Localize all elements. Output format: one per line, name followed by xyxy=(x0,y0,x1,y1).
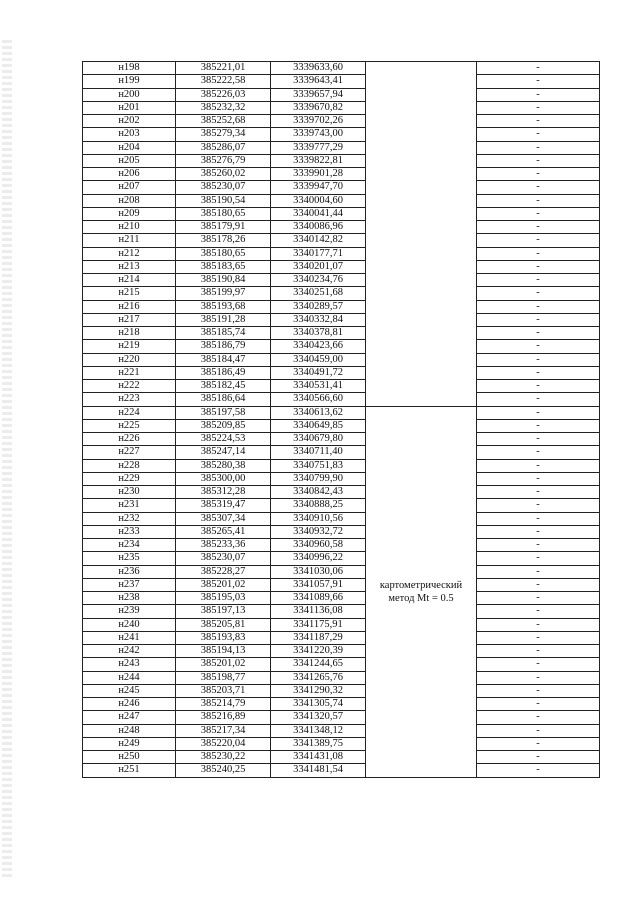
x-coordinate-cell: 385216,89 xyxy=(176,711,271,724)
table-row xyxy=(83,459,600,472)
accuracy-cell: - xyxy=(477,380,600,393)
table-row xyxy=(83,751,600,764)
accuracy-cell: - xyxy=(477,300,600,313)
y-coordinate-cell: 3340491,72 xyxy=(271,366,366,379)
table-row xyxy=(83,287,600,300)
y-coordinate-cell: 3340531,41 xyxy=(271,380,366,393)
scan-edge-stamp xyxy=(2,40,12,880)
y-coordinate-cell: 3341305,74 xyxy=(271,698,366,711)
y-coordinate-cell: 3339657,94 xyxy=(271,88,366,101)
table-row xyxy=(83,419,600,432)
point-id-cell: н213 xyxy=(83,260,176,273)
point-id-cell: н241 xyxy=(83,631,176,644)
y-coordinate-cell: 3340751,83 xyxy=(271,459,366,472)
table-row xyxy=(83,168,600,181)
accuracy-cell: - xyxy=(477,658,600,671)
accuracy-cell: - xyxy=(477,737,600,750)
x-coordinate-cell: 385230,22 xyxy=(176,751,271,764)
point-id-cell: н206 xyxy=(83,168,176,181)
table-row xyxy=(83,486,600,499)
table-row xyxy=(83,380,600,393)
point-id-cell: н207 xyxy=(83,181,176,194)
table-row xyxy=(83,366,600,379)
table-row xyxy=(83,698,600,711)
x-coordinate-cell: 385197,13 xyxy=(176,605,271,618)
table-row xyxy=(83,141,600,154)
y-coordinate-cell: 3340004,60 xyxy=(271,194,366,207)
point-id-cell: н233 xyxy=(83,525,176,538)
table-row xyxy=(83,539,600,552)
table-row xyxy=(83,221,600,234)
table-row xyxy=(83,128,600,141)
accuracy-cell: - xyxy=(477,234,600,247)
y-coordinate-cell: 3339670,82 xyxy=(271,101,366,114)
x-coordinate-cell: 385186,49 xyxy=(176,366,271,379)
x-coordinate-cell: 385312,28 xyxy=(176,486,271,499)
table-row xyxy=(83,300,600,313)
y-coordinate-cell: 3341220,39 xyxy=(271,645,366,658)
accuracy-cell: - xyxy=(477,578,600,591)
table-row xyxy=(83,658,600,671)
point-id-cell: н220 xyxy=(83,353,176,366)
table-row xyxy=(83,671,600,684)
y-coordinate-cell: 3339743,00 xyxy=(271,128,366,141)
y-coordinate-cell: 3340910,56 xyxy=(271,512,366,525)
point-id-cell: н201 xyxy=(83,101,176,114)
table-row xyxy=(83,446,600,459)
accuracy-cell: - xyxy=(477,393,600,406)
point-id-cell: н214 xyxy=(83,274,176,287)
table-row xyxy=(83,645,600,658)
x-coordinate-cell: 385230,07 xyxy=(176,552,271,565)
table-row xyxy=(83,406,600,419)
y-coordinate-cell: 3340459,00 xyxy=(271,353,366,366)
table-row xyxy=(83,433,600,446)
x-coordinate-cell: 385307,34 xyxy=(176,512,271,525)
table-row xyxy=(83,181,600,194)
accuracy-cell: - xyxy=(477,605,600,618)
point-id-cell: н240 xyxy=(83,618,176,631)
accuracy-cell: - xyxy=(477,751,600,764)
point-id-cell: н224 xyxy=(83,406,176,419)
point-id-cell: н229 xyxy=(83,472,176,485)
y-coordinate-cell: 3341187,29 xyxy=(271,631,366,644)
method-cell: картометрический метод Mt = 0.5 xyxy=(366,406,477,777)
accuracy-cell: - xyxy=(477,724,600,737)
x-coordinate-cell: 385201,02 xyxy=(176,658,271,671)
x-coordinate-cell: 385280,38 xyxy=(176,459,271,472)
table-row xyxy=(83,274,600,287)
accuracy-cell: - xyxy=(477,313,600,326)
accuracy-cell: - xyxy=(477,128,600,141)
point-id-cell: н223 xyxy=(83,393,176,406)
table-row xyxy=(83,592,600,605)
y-coordinate-cell: 3340201,07 xyxy=(271,260,366,273)
table-row xyxy=(83,631,600,644)
y-coordinate-cell: 3341175,91 xyxy=(271,618,366,631)
point-id-cell: н203 xyxy=(83,128,176,141)
point-id-cell: н248 xyxy=(83,724,176,737)
accuracy-cell: - xyxy=(477,446,600,459)
table-row xyxy=(83,75,600,88)
x-coordinate-cell: 385300,00 xyxy=(176,472,271,485)
x-coordinate-cell: 385178,26 xyxy=(176,234,271,247)
point-id-cell: н239 xyxy=(83,605,176,618)
point-id-cell: н198 xyxy=(83,62,176,75)
point-id-cell: н199 xyxy=(83,75,176,88)
point-id-cell: н225 xyxy=(83,419,176,432)
accuracy-cell: - xyxy=(477,406,600,419)
point-id-cell: н243 xyxy=(83,658,176,671)
accuracy-cell: - xyxy=(477,539,600,552)
point-id-cell: н211 xyxy=(83,234,176,247)
table-row xyxy=(83,313,600,326)
point-id-cell: н230 xyxy=(83,486,176,499)
accuracy-cell: - xyxy=(477,75,600,88)
x-coordinate-cell: 385197,58 xyxy=(176,406,271,419)
x-coordinate-cell: 385179,91 xyxy=(176,221,271,234)
point-id-cell: н216 xyxy=(83,300,176,313)
table-row xyxy=(83,340,600,353)
y-coordinate-cell: 3339947,70 xyxy=(271,181,366,194)
table-row xyxy=(83,499,600,512)
table-row xyxy=(83,154,600,167)
point-id-cell: н217 xyxy=(83,313,176,326)
x-coordinate-cell: 385191,28 xyxy=(176,313,271,326)
point-id-cell: н227 xyxy=(83,446,176,459)
point-id-cell: н237 xyxy=(83,578,176,591)
accuracy-cell: - xyxy=(477,711,600,724)
accuracy-cell: - xyxy=(477,181,600,194)
y-coordinate-cell: 3339643,41 xyxy=(271,75,366,88)
point-id-cell: н218 xyxy=(83,327,176,340)
point-id-cell: н234 xyxy=(83,539,176,552)
x-coordinate-cell: 385193,68 xyxy=(176,300,271,313)
x-coordinate-cell: 385201,02 xyxy=(176,578,271,591)
point-id-cell: н210 xyxy=(83,221,176,234)
y-coordinate-cell: 3340711,40 xyxy=(271,446,366,459)
y-coordinate-cell: 3340086,96 xyxy=(271,221,366,234)
table-row xyxy=(83,737,600,750)
table-row xyxy=(83,115,600,128)
y-coordinate-cell: 3341320,57 xyxy=(271,711,366,724)
x-coordinate-cell: 385193,83 xyxy=(176,631,271,644)
accuracy-cell: - xyxy=(477,618,600,631)
x-coordinate-cell: 385221,01 xyxy=(176,62,271,75)
table-row xyxy=(83,260,600,273)
y-coordinate-cell: 3339901,28 xyxy=(271,168,366,181)
accuracy-cell: - xyxy=(477,154,600,167)
y-coordinate-cell: 3340251,68 xyxy=(271,287,366,300)
table-row xyxy=(83,472,600,485)
x-coordinate-cell: 385286,07 xyxy=(176,141,271,154)
y-coordinate-cell: 3339633,60 xyxy=(271,62,366,75)
x-coordinate-cell: 385260,02 xyxy=(176,168,271,181)
table-row xyxy=(83,684,600,697)
y-coordinate-cell: 3341389,75 xyxy=(271,737,366,750)
accuracy-cell: - xyxy=(477,512,600,525)
accuracy-cell: - xyxy=(477,274,600,287)
x-coordinate-cell: 385180,65 xyxy=(176,207,271,220)
accuracy-cell: - xyxy=(477,247,600,260)
x-coordinate-cell: 385233,36 xyxy=(176,539,271,552)
point-id-cell: н200 xyxy=(83,88,176,101)
point-id-cell: н235 xyxy=(83,552,176,565)
accuracy-cell: - xyxy=(477,671,600,684)
table-row xyxy=(83,62,600,75)
accuracy-cell: - xyxy=(477,168,600,181)
accuracy-cell: - xyxy=(477,499,600,512)
x-coordinate-cell: 385186,64 xyxy=(176,393,271,406)
y-coordinate-cell: 3341265,76 xyxy=(271,671,366,684)
point-id-cell: н204 xyxy=(83,141,176,154)
x-coordinate-cell: 385222,58 xyxy=(176,75,271,88)
x-coordinate-cell: 385230,07 xyxy=(176,181,271,194)
accuracy-cell: - xyxy=(477,552,600,565)
y-coordinate-cell: 3340177,71 xyxy=(271,247,366,260)
y-coordinate-cell: 3340041,44 xyxy=(271,207,366,220)
y-coordinate-cell: 3340888,25 xyxy=(271,499,366,512)
method-cell-upper xyxy=(366,62,477,407)
accuracy-cell: - xyxy=(477,287,600,300)
coordinates-sheet xyxy=(82,61,600,778)
table-row xyxy=(83,724,600,737)
table-row xyxy=(83,207,600,220)
point-id-cell: н215 xyxy=(83,287,176,300)
x-coordinate-cell: 385185,74 xyxy=(176,327,271,340)
accuracy-cell: - xyxy=(477,459,600,472)
table-row xyxy=(83,512,600,525)
y-coordinate-cell: 3341481,54 xyxy=(271,764,366,777)
y-coordinate-cell: 3340613,62 xyxy=(271,406,366,419)
x-coordinate-cell: 385186,79 xyxy=(176,340,271,353)
point-id-cell: н232 xyxy=(83,512,176,525)
x-coordinate-cell: 385203,71 xyxy=(176,684,271,697)
y-coordinate-cell: 3340142,82 xyxy=(271,234,366,247)
x-coordinate-cell: 385217,34 xyxy=(176,724,271,737)
table-row xyxy=(83,353,600,366)
point-id-cell: н247 xyxy=(83,711,176,724)
accuracy-cell: - xyxy=(477,221,600,234)
y-coordinate-cell: 3341348,12 xyxy=(271,724,366,737)
y-coordinate-cell: 3341057,91 xyxy=(271,578,366,591)
y-coordinate-cell: 3339822,81 xyxy=(271,154,366,167)
y-coordinate-cell: 3340842,43 xyxy=(271,486,366,499)
x-coordinate-cell: 385226,03 xyxy=(176,88,271,101)
point-id-cell: н245 xyxy=(83,684,176,697)
table-row xyxy=(83,578,600,591)
accuracy-cell: - xyxy=(477,698,600,711)
accuracy-cell: - xyxy=(477,207,600,220)
point-id-cell: н249 xyxy=(83,737,176,750)
coordinates-table xyxy=(82,61,600,778)
x-coordinate-cell: 385198,77 xyxy=(176,671,271,684)
accuracy-cell: - xyxy=(477,194,600,207)
accuracy-cell: - xyxy=(477,115,600,128)
point-id-cell: н250 xyxy=(83,751,176,764)
table-row xyxy=(83,618,600,631)
point-id-cell: н221 xyxy=(83,366,176,379)
point-id-cell: н219 xyxy=(83,340,176,353)
table-row xyxy=(83,101,600,114)
y-coordinate-cell: 3340960,58 xyxy=(271,539,366,552)
point-id-cell: н202 xyxy=(83,115,176,128)
accuracy-cell: - xyxy=(477,592,600,605)
y-coordinate-cell: 3340799,90 xyxy=(271,472,366,485)
y-coordinate-cell: 3341290,32 xyxy=(271,684,366,697)
accuracy-cell: - xyxy=(477,684,600,697)
accuracy-cell: - xyxy=(477,260,600,273)
table-row xyxy=(83,234,600,247)
x-coordinate-cell: 385194,13 xyxy=(176,645,271,658)
coordinates-table-body xyxy=(83,62,600,778)
y-coordinate-cell: 3340996,22 xyxy=(271,552,366,565)
point-id-cell: н236 xyxy=(83,565,176,578)
x-coordinate-cell: 385279,34 xyxy=(176,128,271,141)
accuracy-cell: - xyxy=(477,101,600,114)
table-row xyxy=(83,194,600,207)
x-coordinate-cell: 385199,97 xyxy=(176,287,271,300)
point-id-cell: н251 xyxy=(83,764,176,777)
x-coordinate-cell: 385319,47 xyxy=(176,499,271,512)
x-coordinate-cell: 385195,03 xyxy=(176,592,271,605)
y-coordinate-cell: 3340378,81 xyxy=(271,327,366,340)
y-coordinate-cell: 3341089,66 xyxy=(271,592,366,605)
table-row xyxy=(83,88,600,101)
y-coordinate-cell: 3341030,06 xyxy=(271,565,366,578)
point-id-cell: н208 xyxy=(83,194,176,207)
x-coordinate-cell: 385265,41 xyxy=(176,525,271,538)
accuracy-cell: - xyxy=(477,645,600,658)
accuracy-cell: - xyxy=(477,764,600,777)
y-coordinate-cell: 3341244,65 xyxy=(271,658,366,671)
point-id-cell: н246 xyxy=(83,698,176,711)
x-coordinate-cell: 385224,53 xyxy=(176,433,271,446)
point-id-cell: н238 xyxy=(83,592,176,605)
x-coordinate-cell: 385180,65 xyxy=(176,247,271,260)
x-coordinate-cell: 385190,84 xyxy=(176,274,271,287)
y-coordinate-cell: 3340679,80 xyxy=(271,433,366,446)
table-row xyxy=(83,711,600,724)
table-row xyxy=(83,565,600,578)
point-id-cell: н205 xyxy=(83,154,176,167)
x-coordinate-cell: 385247,14 xyxy=(176,446,271,459)
x-coordinate-cell: 385205,81 xyxy=(176,618,271,631)
y-coordinate-cell: 3340289,57 xyxy=(271,300,366,313)
table-row xyxy=(83,393,600,406)
y-coordinate-cell: 3340932,72 xyxy=(271,525,366,538)
x-coordinate-cell: 385183,65 xyxy=(176,260,271,273)
y-coordinate-cell: 3341431,08 xyxy=(271,751,366,764)
accuracy-cell: - xyxy=(477,141,600,154)
point-id-cell: н226 xyxy=(83,433,176,446)
y-coordinate-cell: 3340566,60 xyxy=(271,393,366,406)
x-coordinate-cell: 385182,45 xyxy=(176,380,271,393)
table-row xyxy=(83,247,600,260)
x-coordinate-cell: 385220,04 xyxy=(176,737,271,750)
accuracy-cell: - xyxy=(477,486,600,499)
point-id-cell: н222 xyxy=(83,380,176,393)
accuracy-cell: - xyxy=(477,565,600,578)
point-id-cell: н212 xyxy=(83,247,176,260)
point-id-cell: н228 xyxy=(83,459,176,472)
x-coordinate-cell: 385240,25 xyxy=(176,764,271,777)
accuracy-cell: - xyxy=(477,525,600,538)
accuracy-cell: - xyxy=(477,327,600,340)
point-id-cell: н242 xyxy=(83,645,176,658)
x-coordinate-cell: 385184,47 xyxy=(176,353,271,366)
x-coordinate-cell: 385190,54 xyxy=(176,194,271,207)
y-coordinate-cell: 3340332,84 xyxy=(271,313,366,326)
x-coordinate-cell: 385276,79 xyxy=(176,154,271,167)
accuracy-cell: - xyxy=(477,353,600,366)
point-id-cell: н244 xyxy=(83,671,176,684)
y-coordinate-cell: 3340423,66 xyxy=(271,340,366,353)
accuracy-cell: - xyxy=(477,340,600,353)
point-id-cell: н231 xyxy=(83,499,176,512)
x-coordinate-cell: 385252,68 xyxy=(176,115,271,128)
x-coordinate-cell: 385209,85 xyxy=(176,419,271,432)
y-coordinate-cell: 3339777,29 xyxy=(271,141,366,154)
table-row xyxy=(83,552,600,565)
accuracy-cell: - xyxy=(477,88,600,101)
x-coordinate-cell: 385228,27 xyxy=(176,565,271,578)
accuracy-cell: - xyxy=(477,62,600,75)
x-coordinate-cell: 385232,32 xyxy=(176,101,271,114)
accuracy-cell: - xyxy=(477,366,600,379)
accuracy-cell: - xyxy=(477,472,600,485)
y-coordinate-cell: 3339702,26 xyxy=(271,115,366,128)
accuracy-cell: - xyxy=(477,631,600,644)
x-coordinate-cell: 385214,79 xyxy=(176,698,271,711)
accuracy-cell: - xyxy=(477,419,600,432)
point-id-cell: н209 xyxy=(83,207,176,220)
table-row xyxy=(83,327,600,340)
y-coordinate-cell: 3341136,08 xyxy=(271,605,366,618)
y-coordinate-cell: 3340234,76 xyxy=(271,274,366,287)
table-row xyxy=(83,605,600,618)
table-row xyxy=(83,764,600,777)
table-row xyxy=(83,525,600,538)
accuracy-cell: - xyxy=(477,433,600,446)
y-coordinate-cell: 3340649,85 xyxy=(271,419,366,432)
